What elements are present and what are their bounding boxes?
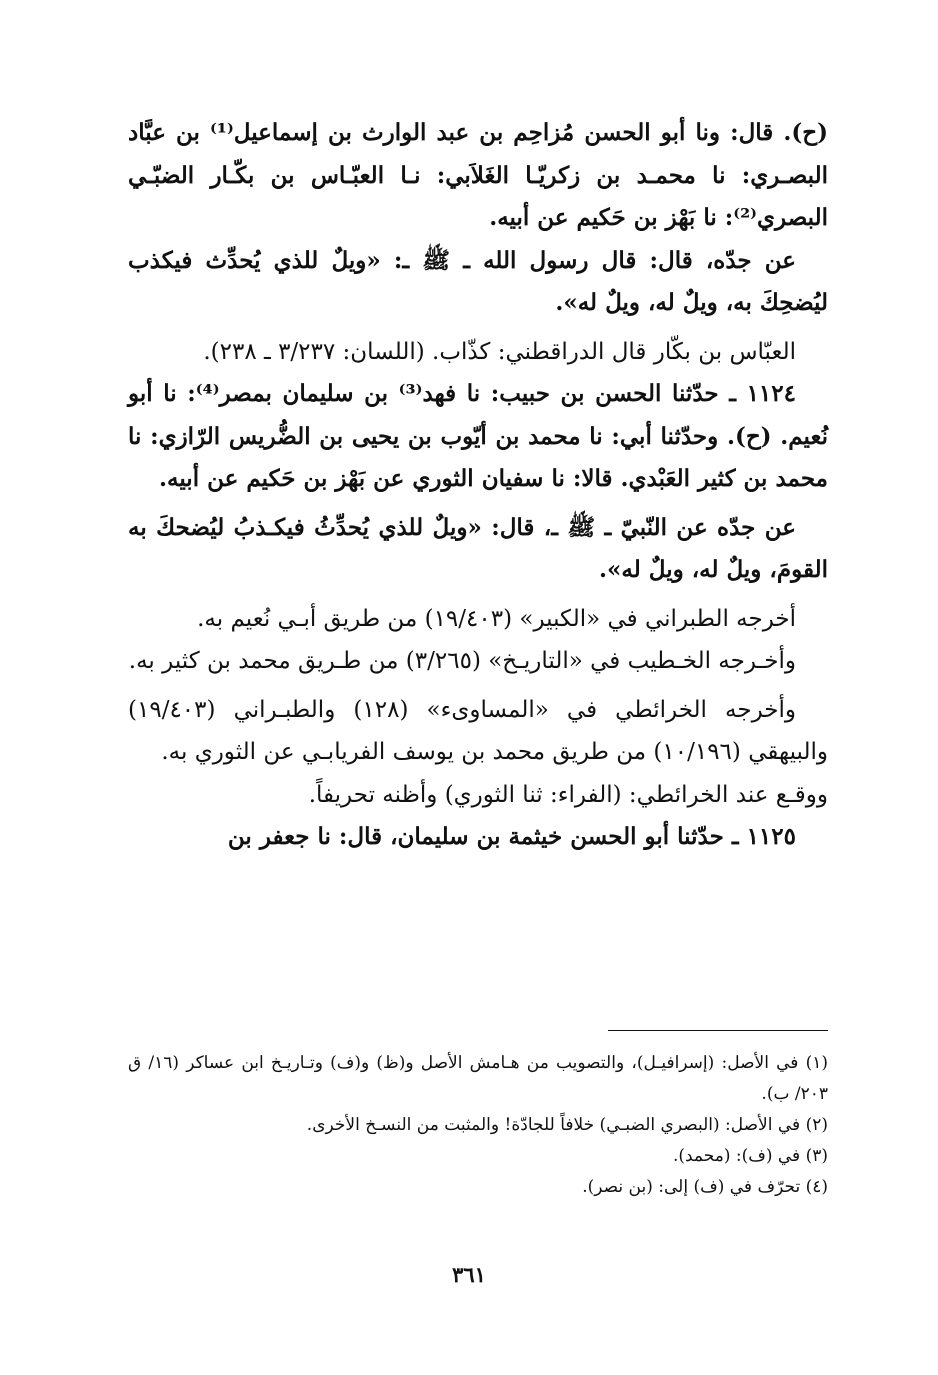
- paragraph-hadith-1125-start: ١١٢٥ ـ حدّثنا أبو الحسن خيثمة بن سليمان، قال: نا جعفر بن: [227, 823, 796, 850]
- paragraph-hadith-text: عن جدّه، قال: قال رسول الله ـ ﷺ ـ: «ويلٌ للذي يُحدِّث فيكذب ليُضحِكَ به، ويلٌ له، ويلٌ له».: [128, 246, 828, 316]
- paragraph-hadith-1124-text: عن جدّه عن النّبيّ ـ ﷺ ـ، قال: «ويلٌ للذي يُحدِّثُ فيكـذبُ ليُضحكَ به القومَ، ويلٌ له، ويلٌ له».: [128, 513, 828, 583]
- paragraph-takhrij-2: وأخـرجه الخـطيب في «التاريـخ» (٣/٢٦٥) من طـريق محمد بن كثير به.: [128, 648, 796, 674]
- footnote-2: (٢) في الأصل: (البصري الضبـي) خلافاً للجادّة! والمثبت من النسـخ الأخرى.: [306, 1115, 828, 1135]
- footnote-1: (١) في الأصل: (إسرافيـل)، والتصويب من هـامش الأصل و(ظ) و(ف) وتـاريـخ ابن عساكر (١٦/ ق ٢٠٣/ ب).: [128, 1053, 828, 1104]
- page-number: ٣٦١: [452, 1262, 486, 1287]
- paragraph-hadith-1124-isnad: ١١٢٤ ـ حدّثنا الحسن بن حبيب: نا فهد⁽³⁾ بن سليمان بمصر⁽⁴⁾: نا أبو نُعيم. (ح). وحدّثنا أبي: نا محمد بن أيّوب بن يحيى بن الضُّريس الرّازي: نا محمد بن كثير العَبْدي. قالا: نا سفيان الثوري عن بَهْز بن حَكيم عن أبيه.: [128, 380, 828, 492]
- footnote-3: (٣) في (ف): (محمد).: [672, 1146, 828, 1166]
- footnote-separator: [608, 1030, 828, 1031]
- main-text: [128, 112, 828, 859]
- paragraph-takhrij-1: أخرجه الطبراني في «الكبير» (١٩/٤٠٣) من طريق أبـي نُعيم به.: [197, 605, 796, 632]
- paragraph-narrator-note: العبّاس بن بكّار قال الدراقطني: كذّاب. (اللسان: ٣/٢٣٧ ـ ٢٣٨).: [203, 338, 796, 365]
- paragraph-takhrij-4: ووقـع عند الخرائطي: (الفراء: ثنا الثوري) وأظنه تحريفاً.: [308, 781, 828, 808]
- paragraph-takhrij-3: وأخرجه الخرائطي في «المساوىء» (١٢٨) والطبـراني (١٩/٤٠٣) والبيهقي (١٠/١٩٦) من طريق محمد بن يوسف الفريابـي عن الثوري به.: [128, 696, 828, 765]
- footnote-4: (٤) تحرّف في (ف) إلى: (بن نصر).: [582, 1177, 828, 1197]
- paragraph-isnad-continued: (ح). قال: ونا أبو الحسن مُزاحِم بن عبد الوارث بن إسماعيل⁽¹⁾ بن عبَّاد البصـري: نا محمـد بن زكريّـا الغَلاَبي: نـا العبّـاس بن بكّـار الضبّـي البصري⁽²⁾: نا بَهْز بن حَكيم عن أبيه.: [128, 119, 828, 231]
- footnotes: [128, 1048, 828, 1203]
